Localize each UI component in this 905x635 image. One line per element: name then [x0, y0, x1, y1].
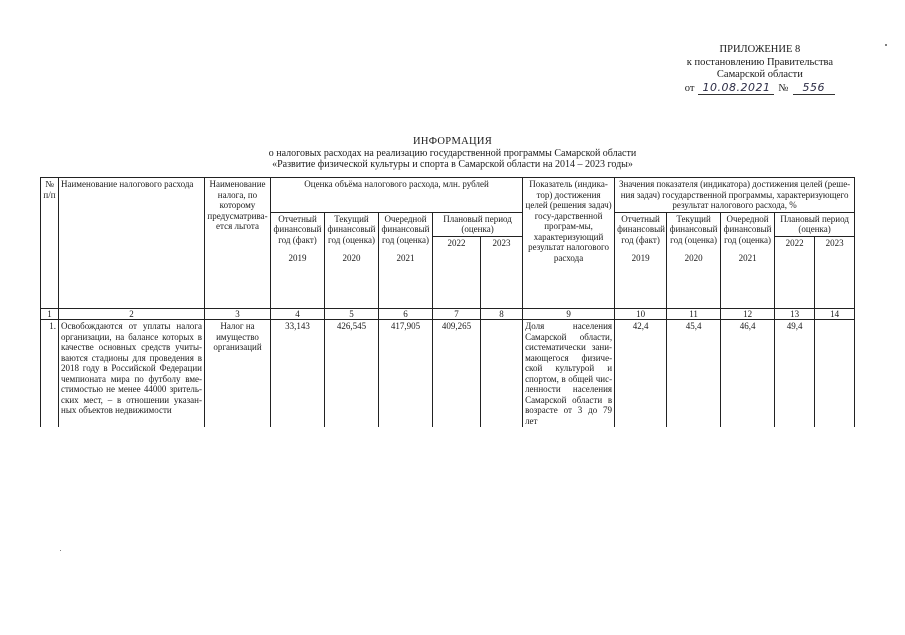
- header-name: Наименование налогового расхода: [59, 178, 205, 309]
- document-subtitle-1: о налоговых расходах на реализацию государственной программы Самарской области: [268, 147, 637, 159]
- column-number: 13: [775, 308, 815, 320]
- header-report-label: Отчетный финансовый год (факт): [273, 213, 322, 245]
- row-value-2019: 42,4: [615, 320, 667, 428]
- appendix-date-line: [685, 82, 835, 96]
- document-heading: [0, 136, 905, 171]
- header-year-2020: 2020: [342, 253, 361, 263]
- column-number: 4: [271, 308, 325, 320]
- values-header-next-year: [721, 212, 775, 308]
- column-number: 10: [615, 308, 667, 320]
- appendix-block: [685, 44, 835, 95]
- row-estimate-2021: 417,905: [379, 320, 433, 428]
- values-header-plan-period: Плановый период (оценка): [775, 212, 855, 236]
- header-current-year: [325, 212, 379, 308]
- row-num: 1.: [41, 320, 59, 428]
- values-header-current-label: Текущий финансовый год (оценка): [669, 213, 718, 245]
- column-number: 9: [523, 308, 615, 320]
- values-header-year-2019: 2019: [631, 253, 650, 263]
- appendix-title: ПРИЛОЖЕНИЕ 8: [719, 44, 801, 55]
- values-header-year-2020: 2020: [684, 253, 703, 263]
- scan-speck: [885, 44, 887, 46]
- row-value-2023: [815, 320, 855, 428]
- row-value-2022: 49,4: [775, 320, 815, 428]
- row-indicator: Доля населения Самарской области, систематически зани-мающегося физиче-ской культурой и спортом, в общей чис-ленности населения Самарской области в возрасте от 3 до 79 лет: [523, 320, 615, 428]
- values-header-year-2022: 2022: [775, 236, 815, 308]
- column-number: 6: [379, 308, 433, 320]
- row-value-2020: 45,4: [667, 320, 721, 428]
- header-estimate-group: Оценка объёма налогового расхода, млн. рублей: [271, 178, 523, 213]
- header-num: № п/п: [41, 178, 59, 309]
- values-header-next-label: Очередной финансовый год (оценка): [723, 213, 772, 245]
- handwritten-date: 10.08.2021: [698, 82, 774, 96]
- row-estimate-2019: 33,143: [271, 320, 325, 428]
- values-header-current-year: [667, 212, 721, 308]
- row-estimate-2023: [481, 320, 523, 428]
- header-tax: Наименование налога, по которому предусматрива-ется льгота: [205, 178, 271, 309]
- header-indicator: Показатель (индика-тор) достижения целей (решения задач) госу-дарственной програм-мы, характеризующий результат налогового расхода: [523, 178, 615, 309]
- table-row: [41, 320, 855, 428]
- document-title: ИНФОРМАЦИЯ: [412, 136, 493, 147]
- appendix-line-1: к постановлению Правительства: [686, 56, 834, 68]
- row-tax: Налог на имущество организаций: [205, 320, 271, 428]
- values-header-report-label: Отчетный финансовый год (факт): [617, 213, 665, 245]
- column-number-row: [41, 308, 855, 320]
- header-next-year: [379, 212, 433, 308]
- row-estimate-2022: 409,265: [433, 320, 481, 428]
- values-header-report-year: [615, 212, 667, 308]
- header-next-label: Очередной финансовый год (оценка): [381, 213, 430, 245]
- column-number: 14: [815, 308, 855, 320]
- column-number: 5: [325, 308, 379, 320]
- from-label: от: [684, 82, 695, 94]
- number-label: №: [778, 82, 789, 94]
- scan-speck: [60, 550, 61, 551]
- values-header-year-2023: 2023: [815, 236, 855, 308]
- header-current-label: Текущий финансовый год (оценка): [327, 213, 376, 245]
- column-number: 8: [481, 308, 523, 320]
- column-number: 12: [721, 308, 775, 320]
- header-report-year: [271, 212, 325, 308]
- values-header-year-2021: 2021: [738, 253, 757, 263]
- header-year-2021: 2021: [396, 253, 415, 263]
- handwritten-number: 556: [793, 82, 836, 96]
- tax-expenditure-table: [40, 177, 855, 427]
- header-plan-period: Плановый период (оценка): [433, 212, 523, 236]
- row-name: Освобождаются от уплаты налога организации, на балансе которых в качестве основных средств учиты-ваются стадионы для проведения в 2018 году в Российской Федерации чемпионата мира по футболу вме-стимостью не менее 44000 зритель-ских мест, – в отношении указан-ных объектов недвижимости: [59, 320, 205, 428]
- column-number: 2: [59, 308, 205, 320]
- row-estimate-2020: 426,545: [325, 320, 379, 428]
- column-number: 1: [41, 308, 59, 320]
- column-number: 11: [667, 308, 721, 320]
- row-value-2021: 46,4: [721, 320, 775, 428]
- header-year-2023: 2023: [481, 236, 523, 308]
- document-subtitle-2: «Развитие физической культуры и спорта в Самарской области на 2014 – 2023 годы»: [272, 159, 633, 170]
- column-number: 3: [205, 308, 271, 320]
- header-values-group: Значения показателя (индикатора) достижения целей (реше-ния задач) государственной программы, характеризующего результат налогового расхода, %: [615, 178, 855, 213]
- appendix-line-2: Самарской области: [716, 69, 803, 80]
- column-number: 7: [433, 308, 481, 320]
- header-year-2022: 2022: [433, 236, 481, 308]
- header-year-2019: 2019: [288, 253, 307, 263]
